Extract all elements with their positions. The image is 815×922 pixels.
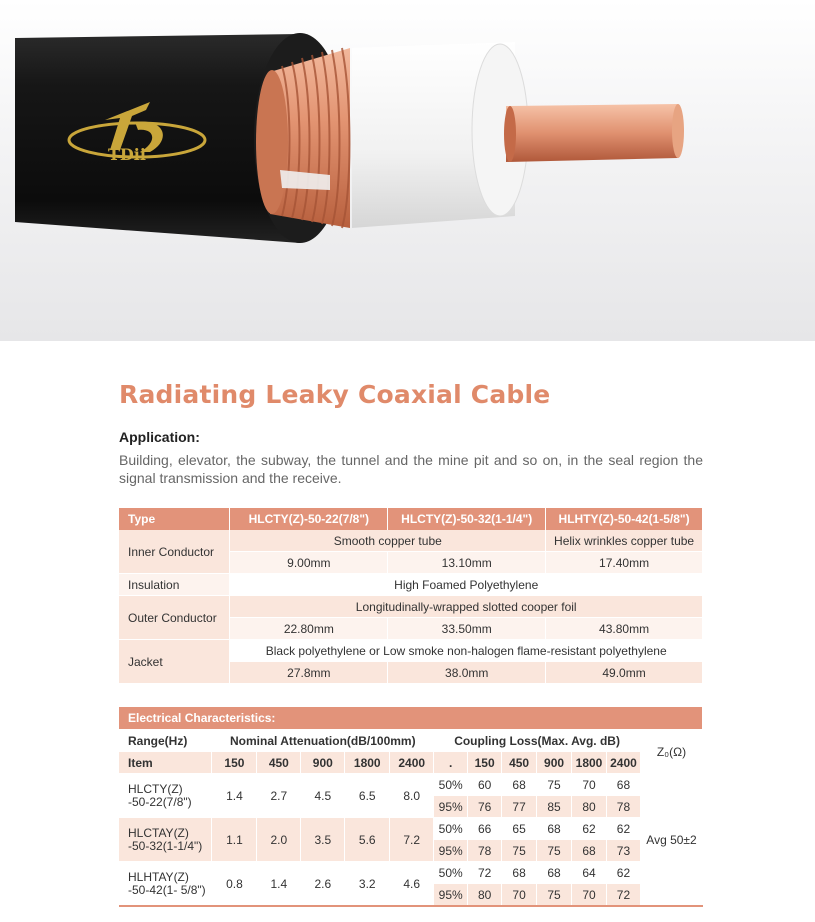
- spec-header-type: Type: [119, 508, 230, 530]
- table-cell: 75: [502, 840, 537, 862]
- inner-conductor-layer: [506, 104, 678, 162]
- insulation-desc: High Foamed Polyethylene: [230, 574, 703, 596]
- item-name: [119, 774, 212, 818]
- table-cell: 78: [468, 840, 502, 862]
- table-cell: 8.0: [390, 774, 434, 818]
- freq-cell: 1800: [572, 752, 607, 774]
- jacket-desc: Black polyethylene or Low smoke non-halogen flame-resistant polyethylene: [230, 640, 703, 662]
- table-row: [119, 774, 703, 796]
- outer-conductor-row: [119, 596, 703, 618]
- table-bottom-divider: [119, 905, 703, 907]
- table-cell: 64: [572, 862, 607, 884]
- outer-conductor-desc: Longitudinally-wrapped slotted cooper foil: [230, 596, 703, 618]
- freq-cell: 150: [212, 752, 257, 774]
- table-cell: 4.6: [390, 862, 434, 906]
- table-row: [119, 818, 703, 840]
- spec-header-col1: HLCTY(Z)-50-22(7/8"): [230, 508, 388, 530]
- table-cell: 70: [572, 884, 607, 906]
- inner-conductor-row: [119, 530, 703, 552]
- table-cell: 43.80mm: [546, 618, 703, 640]
- table-cell: 85: [537, 796, 572, 818]
- table-cell: 95%: [434, 884, 468, 906]
- table-cell: 62: [606, 862, 640, 884]
- table-cell: 75: [537, 884, 572, 906]
- application-label: Application:: [119, 429, 200, 445]
- freq-cell: 150: [468, 752, 502, 774]
- table-cell: 66: [468, 818, 502, 840]
- table-cell: 72: [468, 862, 502, 884]
- table-cell: 68: [572, 840, 607, 862]
- item-name-line1: HLCTAY(Z): [128, 825, 189, 840]
- table-cell: 80: [572, 796, 607, 818]
- table-cell: 49.0mm: [546, 662, 703, 684]
- table-cell: 27.8mm: [230, 662, 388, 684]
- inner-conductor-label: Inner Conductor: [119, 530, 230, 574]
- table-cell: 17.40mm: [546, 552, 703, 574]
- table-cell: 62: [572, 818, 607, 840]
- item-name-line1: HLCTY(Z): [128, 781, 183, 796]
- table-cell: 65: [502, 818, 537, 840]
- jacket-row: [119, 640, 703, 662]
- table-cell: 0.8: [212, 862, 257, 906]
- frequency-row: [119, 752, 703, 774]
- freq-cell: 2400: [606, 752, 640, 774]
- table-cell: 4.5: [301, 774, 345, 818]
- table-cell: 2.0: [257, 818, 301, 862]
- inner-conductor-desc-b: Helix wrinkles copper tube: [546, 530, 703, 552]
- table-cell: 62: [606, 818, 640, 840]
- electrical-table: [119, 707, 703, 906]
- table-cell: 78: [606, 796, 640, 818]
- table-cell: 72: [606, 884, 640, 906]
- table-cell: 95%: [434, 796, 468, 818]
- item-label: Item: [119, 752, 212, 774]
- insulation-label: Insulation: [119, 574, 230, 596]
- table-cell: 38.0mm: [388, 662, 546, 684]
- table-cell: 1.4: [212, 774, 257, 818]
- range-label: Range(Hz): [119, 730, 212, 752]
- page-title: Radiating Leaky Coaxial Cable: [119, 380, 551, 409]
- freq-cell: 900: [301, 752, 345, 774]
- table-cell: 70: [572, 774, 607, 796]
- table-cell: 75: [537, 840, 572, 862]
- table-cell: 50%: [434, 862, 468, 884]
- table-cell: 80: [468, 884, 502, 906]
- table-cell: 68: [502, 862, 537, 884]
- table-cell: 9.00mm: [230, 552, 388, 574]
- table-cell: 73: [606, 840, 640, 862]
- table-cell: 5.6: [345, 818, 390, 862]
- item-name-line1: HLHTAY(Z): [128, 869, 189, 884]
- freq-cell: 1800: [345, 752, 390, 774]
- table-cell: 1.1: [212, 818, 257, 862]
- spec-table: [119, 508, 703, 684]
- inner-conductor-desc-a: Smooth copper tube: [230, 530, 546, 552]
- outer-conductor-label: Outer Conductor: [119, 596, 230, 640]
- table-cell: 7.2: [390, 818, 434, 862]
- svg-text:TDii: TDii: [108, 145, 146, 164]
- table-cell: 68: [502, 774, 537, 796]
- freq-cell: .: [434, 752, 468, 774]
- table-cell: 6.5: [345, 774, 390, 818]
- item-name: [119, 862, 212, 906]
- table-cell: 95%: [434, 840, 468, 862]
- jacket-label: Jacket: [119, 640, 230, 684]
- table-cell: 13.10mm: [388, 552, 546, 574]
- electrical-header-row: [119, 730, 703, 752]
- table-cell: 3.5: [301, 818, 345, 862]
- table-cell: 2.7: [257, 774, 301, 818]
- hero-image: [0, 0, 815, 341]
- coaxial-cable-illustration: [0, 0, 815, 341]
- application-text: Building, elevator, the subway, the tunnel and the mine pit and so on, in the seal region the signal transmission and the receive.: [119, 452, 703, 486]
- table-row: [119, 862, 703, 884]
- table-cell: 68: [537, 818, 572, 840]
- table-cell: 70: [502, 884, 537, 906]
- electrical-title: Electrical Characteristics:: [119, 707, 703, 730]
- table-cell: 60: [468, 774, 502, 796]
- impedance-label: Z₀(Ω): [640, 730, 702, 774]
- item-name-line2: -50-22(7/8"): [128, 794, 192, 809]
- table-cell: 76: [468, 796, 502, 818]
- item-name-line2: -50-42(1- 5/8"): [128, 882, 206, 897]
- table-cell: 77: [502, 796, 537, 818]
- spec-header-col2: HLCTY(Z)-50-32(1-1/4"): [388, 508, 546, 530]
- table-cell: 1.4: [257, 862, 301, 906]
- insulation-row: [119, 574, 703, 596]
- freq-cell: 450: [257, 752, 301, 774]
- spec-header-col3: HLHTY(Z)-50-42(1-5/8"): [546, 508, 703, 530]
- table-cell: 68: [537, 862, 572, 884]
- table-cell: 2.6: [301, 862, 345, 906]
- spec-header-row: [119, 508, 703, 530]
- table-cell: 50%: [434, 774, 468, 796]
- freq-cell: 2400: [390, 752, 434, 774]
- table-cell: 50%: [434, 818, 468, 840]
- freq-cell: 450: [502, 752, 537, 774]
- impedance-value: Avg 50±2: [640, 774, 702, 906]
- table-cell: 75: [537, 774, 572, 796]
- attenuation-label: Nominal Attenuation(dB/100mm): [212, 730, 434, 752]
- freq-cell: 900: [537, 752, 572, 774]
- item-name-line2: -50-32(1-1/4"): [128, 838, 203, 853]
- table-cell: 3.2: [345, 862, 390, 906]
- item-name: [119, 818, 212, 862]
- table-cell: 33.50mm: [388, 618, 546, 640]
- table-cell: 68: [606, 774, 640, 796]
- table-cell: 22.80mm: [230, 618, 388, 640]
- electrical-title-row: [119, 707, 703, 730]
- coupling-loss-label: Coupling Loss(Max. Avg. dB): [434, 730, 641, 752]
